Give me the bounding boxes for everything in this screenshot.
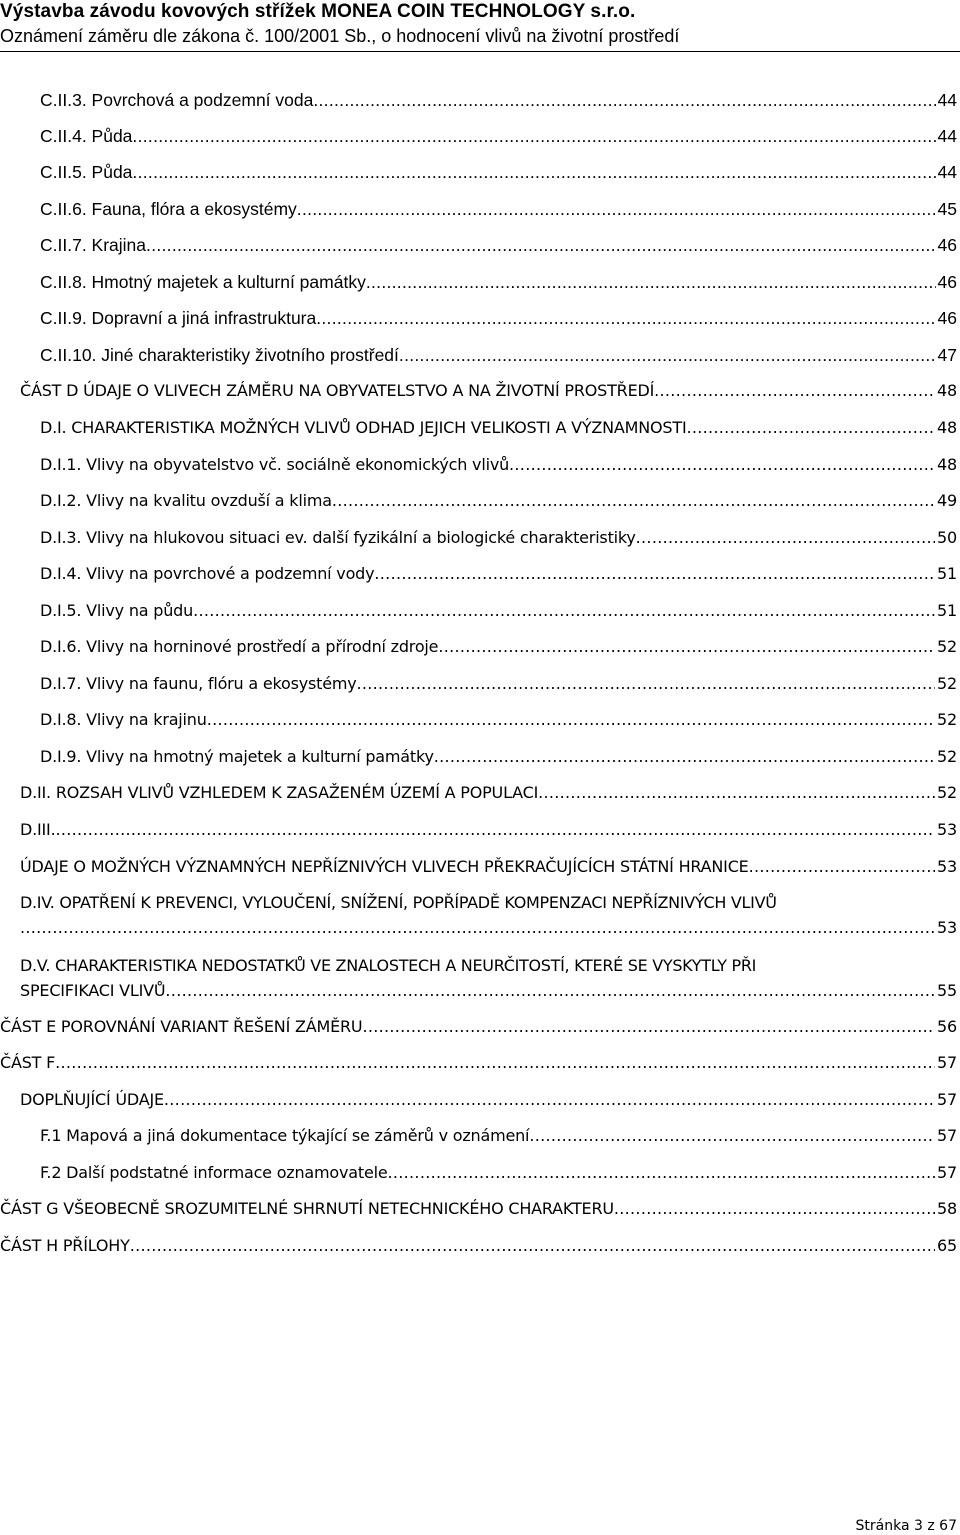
toc-entry[interactable]: [40, 308, 957, 328]
toc-entry[interactable]: [40, 1163, 957, 1183]
toc-entry-page: 48: [937, 455, 957, 474]
document-title: Výstavba závodu kovových střížek MONEA COIN TECHNOLOGY s.r.o.: [0, 1, 636, 22]
toc-leader: [529, 1126, 935, 1146]
toc-entry-page: 52: [937, 747, 957, 766]
toc-leader: [313, 90, 935, 110]
toc-leader: [20, 918, 935, 938]
toc-entry[interactable]: [0, 1199, 957, 1219]
toc-leader: [366, 272, 936, 292]
toc-entry-label: C.II.5. Půda: [40, 162, 133, 182]
toc-entry[interactable]: [40, 126, 957, 146]
toc-leader: [130, 1236, 935, 1256]
toc-entry[interactable]: [20, 1090, 957, 1110]
toc-leader: [654, 381, 935, 401]
toc-leader: [332, 491, 935, 511]
toc-entry-label: C.II.7. Krajina: [40, 235, 147, 255]
toc-leader: [316, 308, 935, 328]
toc-entry[interactable]: [40, 528, 957, 548]
toc-entry[interactable]: [40, 1126, 957, 1146]
toc-leader: [538, 783, 935, 803]
toc-entry[interactable]: [40, 272, 957, 292]
document-subtitle: Oznámení záměru dle zákona č. 100/2001 Sb., o hodnocení vlivů na životní prostředí: [0, 26, 680, 46]
toc-entry-label: D.I.3. Vlivy na hlukovou situaci ev. další fyzikální a biologické charakteristiky: [40, 528, 636, 547]
toc-leader: [357, 674, 936, 694]
toc-leader: [636, 528, 935, 548]
toc-leader: [749, 857, 935, 877]
toc-entry-label: D.I.5. Vlivy na půdu: [40, 601, 194, 620]
toc-entry[interactable]: [0, 1053, 957, 1073]
toc-entry[interactable]: [40, 710, 957, 730]
toc-entry[interactable]: [40, 491, 957, 511]
toc-entry-page: 57: [937, 1090, 957, 1109]
toc-entry-label: D.III.: [20, 820, 56, 839]
toc-entry-label: SPECIFIKACI VLIVŮ: [20, 981, 166, 1000]
toc-entry-page: 52: [937, 674, 957, 693]
toc-leader: [146, 235, 936, 255]
toc-leader: [297, 199, 936, 219]
toc-entry[interactable]: [40, 235, 957, 255]
toc-leader: [55, 1053, 935, 1073]
toc-leader: [388, 1163, 936, 1183]
toc-leader: [55, 820, 935, 840]
toc-entry-page: 57: [937, 1163, 957, 1182]
toc-leader: [614, 1199, 935, 1219]
toc-entry[interactable]: [0, 1236, 957, 1256]
toc-entry-label: F.2 Další podstatné informace oznamovatele: [40, 1163, 388, 1182]
toc-entry[interactable]: [40, 674, 957, 694]
toc-entry-page: 57: [937, 1053, 957, 1072]
toc-leader: [362, 1017, 935, 1037]
toc-entry-label: ČÁST G VŠEOBECNĚ SROZUMITELNÉ SHRNUTÍ NETECHNICKÉHO CHARAKTERU: [0, 1199, 614, 1218]
toc-leader: [132, 126, 935, 146]
toc-entry[interactable]: [20, 820, 957, 840]
toc-entry-label: DOPLŇUJÍCÍ ÚDAJE: [20, 1090, 164, 1109]
toc-entry-page: 44: [937, 162, 957, 182]
toc-leader: [164, 1090, 935, 1110]
toc-entry-page: 48: [937, 381, 957, 400]
toc-entry-page: 51: [937, 601, 957, 620]
toc-entry-page: 44: [937, 90, 957, 110]
toc-entry[interactable]: [40, 637, 957, 657]
toc-leader: [193, 601, 935, 621]
toc-entry-label: F.1 Mapová a jiná dokumentace týkající se záměrů v oznámení: [40, 1126, 530, 1145]
toc-entry-page: 57: [937, 1126, 957, 1145]
toc-entry-page: 45: [937, 199, 957, 219]
toc-leader: [434, 747, 935, 767]
toc-entry-label: D.I.6. Vlivy na horninové prostředí a přírodní zdroje: [40, 637, 439, 656]
toc-entry-line1[interactable]: [20, 956, 957, 976]
toc-entry-label: D.IV. OPATŘENÍ K PREVENCI, VYLOUČENÍ, SNÍŽENÍ, POPŘÍPADĚ KOMPENZACI NEPŘÍZNIVÝCH VLIVŮ: [20, 893, 777, 912]
toc-entry[interactable]: [40, 418, 957, 438]
toc-entry[interactable]: [40, 564, 957, 584]
toc-entry-label: C.II.3. Povrchová a podzemní voda: [40, 90, 314, 110]
toc-entry-label: C.II.10. Jiné charakteristiky životního prostředí: [40, 345, 399, 365]
toc-entry-label: D.V. CHARAKTERISTIKA NEDOSTATKŮ VE ZNALOSTECH A NEURČITOSTÍ, KTERÉ SE VYSKYTLY PŘI: [20, 956, 757, 975]
toc-entry-label: C.II.9. Dopravní a jiná infrastruktura: [40, 308, 317, 328]
toc-entry-page: 58: [937, 1199, 957, 1218]
toc-entry-page: 46: [937, 235, 957, 255]
toc-entry-label: C.II.8. Hmotný majetek a kulturní památky: [40, 272, 366, 292]
toc-entry-label: D.I.9. Vlivy na hmotný majetek a kulturní památky: [40, 747, 434, 766]
toc-entry[interactable]: [20, 381, 957, 401]
toc-entry-line1[interactable]: [20, 893, 957, 913]
toc-entry-page: 44: [937, 126, 957, 146]
toc-entry[interactable]: [0, 1017, 957, 1037]
toc-entry[interactable]: [20, 783, 957, 803]
toc-entry-page: 53: [937, 857, 957, 876]
toc-entry-page: 49: [937, 491, 957, 510]
toc-entry[interactable]: [40, 601, 957, 621]
toc-entry[interactable]: [40, 747, 957, 767]
toc-entry-page: 53: [937, 918, 957, 937]
toc-entry-page: 65: [937, 1236, 957, 1255]
toc-entry-page: 50: [937, 528, 957, 547]
toc-entry-label: D.I.2. Vlivy na kvalitu ovzduší a klima: [40, 491, 332, 510]
toc-entry-label: D.I. CHARAKTERISTIKA MOŽNÝCH VLIVŮ ODHAD JEJICH VELIKOSTI A VÝZNAMNOSTI: [40, 418, 687, 437]
toc-leader: [399, 345, 936, 365]
toc-entry[interactable]: [40, 162, 957, 182]
toc-leader: [132, 162, 935, 182]
toc-entry-label: D.II. ROZSAH VLIVŮ VZHLEDEM K ZASAŽENÉM ÚZEMÍ A POPULACI: [20, 783, 539, 802]
toc-leader: [165, 981, 935, 1001]
header-rule: [0, 51, 960, 52]
toc-entry-label: D.I.8. Vlivy na krajinu: [40, 710, 207, 729]
toc-entry-label: D.I.4. Vlivy na povrchové a podzemní vody: [40, 564, 375, 583]
toc-entry-label: ČÁST E POROVNÁNÍ VARIANT ŘEŠENÍ ZÁMĚRU: [0, 1017, 363, 1036]
toc-entry-page: 46: [937, 272, 957, 292]
toc-entry-label: D.I.1. Vlivy na obyvatelstvo vč. sociálně ekonomických vlivů: [40, 455, 510, 474]
toc-leader: [438, 637, 935, 657]
toc-entry-label: D.I.7. Vlivy na faunu, flóru a ekosystémy: [40, 674, 357, 693]
toc-entry[interactable]: [20, 918, 957, 938]
toc-entry[interactable]: [40, 199, 957, 219]
toc-leader: [374, 564, 935, 584]
toc-entry-page: 53: [937, 820, 957, 839]
toc-entry-label: ČÁST D ÚDAJE O VLIVECH ZÁMĚRU NA OBYVATELSTVO A NA ŽIVOTNÍ PROSTŘEDÍ: [20, 381, 655, 400]
toc-entry-label: ÚDAJE O MOŽNÝCH VÝZNAMNÝCH NEPŘÍZNIVÝCH VLIVECH PŘEKRAČUJÍCÍCH STÁTNÍ HRANICE: [20, 857, 749, 876]
toc-entry-page: 51: [937, 564, 957, 583]
toc-entry-page: 46: [937, 308, 957, 328]
toc-entry[interactable]: [40, 455, 957, 475]
toc-entry-page: 56: [937, 1017, 957, 1036]
toc-entry-label: ČÁST H PŘÍLOHY: [0, 1236, 130, 1255]
toc-entry[interactable]: [20, 857, 957, 877]
toc-entry[interactable]: [40, 345, 957, 365]
toc-entry[interactable]: [40, 90, 957, 110]
toc-entry-page: 47: [937, 345, 957, 365]
toc-entry-page: 52: [937, 637, 957, 656]
toc-leader: [686, 418, 935, 438]
toc-entry-label: ČÁST F: [0, 1053, 56, 1072]
toc-entry-page: 48: [937, 418, 957, 437]
toc-entry-label: C.II.6. Fauna, flóra a ekosystémy: [40, 199, 297, 219]
toc-entry-page: 52: [937, 783, 957, 802]
toc-leader: [509, 455, 935, 475]
toc-entry[interactable]: [20, 981, 957, 1001]
toc-entry-page: 52: [937, 710, 957, 729]
toc-entry-page: 55: [937, 981, 957, 1000]
toc-entry-label: C.II.4. Půda: [40, 126, 133, 146]
page-number: Stránka 3 z 67: [855, 1518, 957, 1534]
toc-leader: [207, 710, 935, 730]
